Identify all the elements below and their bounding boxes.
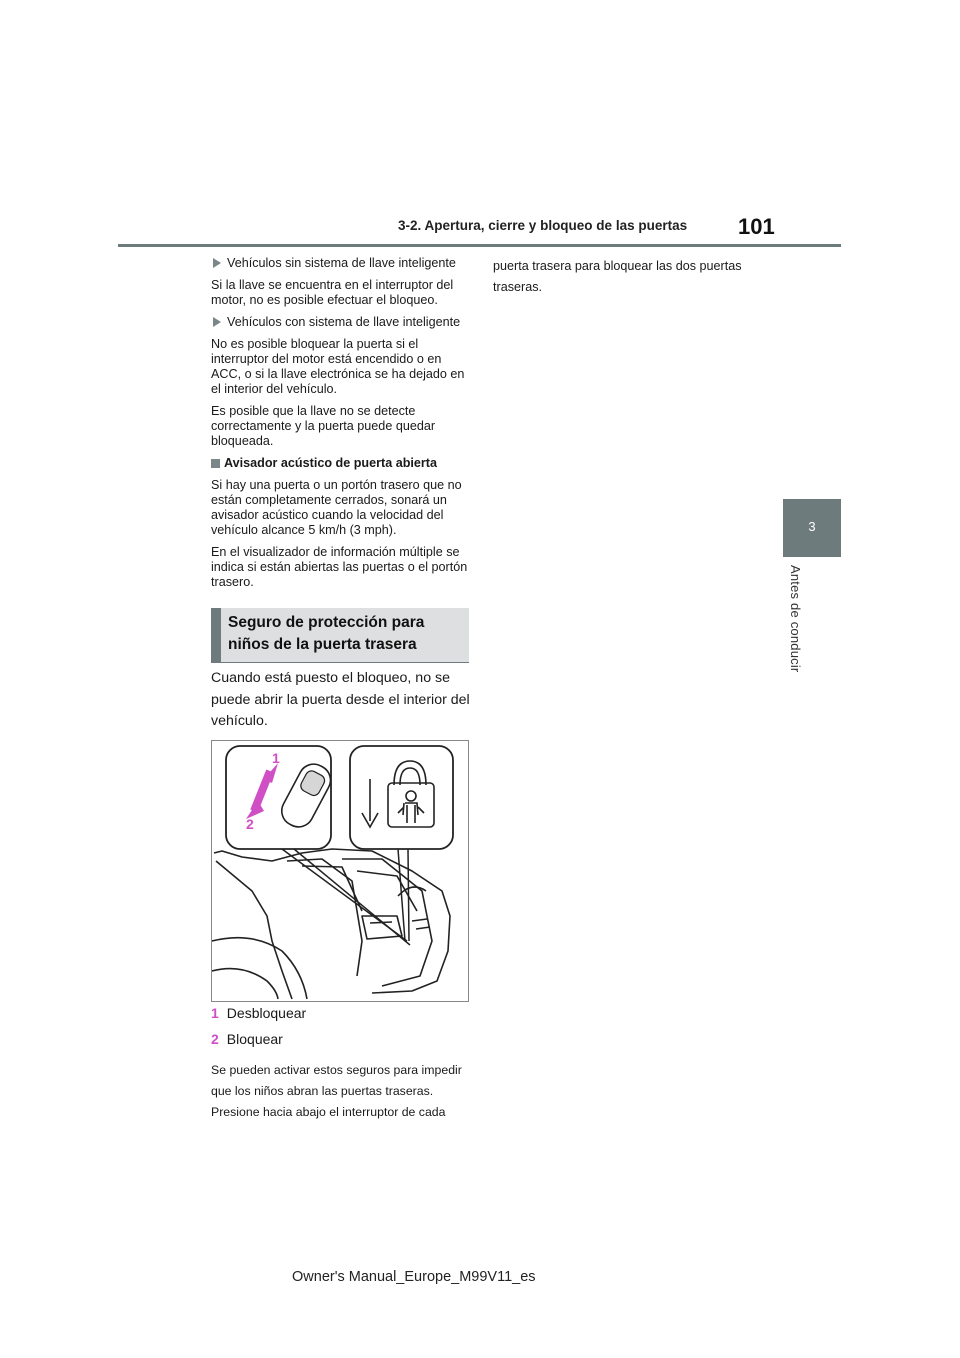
header-rule	[118, 244, 841, 247]
paragraph: No es posible bloquear la puerta si el interruptor del motor está encendido o en ACC, o si la llave electrónica se ha dejado en el interior del vehículo.	[211, 337, 465, 396]
child-lock-illustration	[211, 740, 469, 1002]
subheading	[211, 456, 469, 471]
lock-inset-frame	[350, 746, 453, 849]
bullet-text: Vehículos sin sistema de llave inteligente	[227, 256, 456, 270]
page-number: 101	[738, 214, 775, 239]
callout-lines	[282, 849, 410, 945]
car-outline-icon	[212, 849, 450, 999]
subheading-text: Avisador acústico de puerta abierta	[224, 456, 437, 470]
paragraph: Si la llave se encuentra en el interruptor del motor, no es posible efectuar el bloqueo.	[211, 278, 454, 307]
legend-text: Desbloquear	[226, 1005, 307, 1021]
paragraph: En el visualizador de información múltiple se indica si están abiertas las puertas o el portón trasero.	[211, 545, 468, 589]
chapter-number: 3	[808, 519, 816, 534]
bullet-item	[211, 256, 469, 271]
paragraph: Si hay una puerta o un portón trasero que no están completamente cerrados, sonará un avisador acústico cuando la velocidad del vehículo alcance 5 km/h (3 mph).	[211, 478, 462, 537]
paragraph-after-figure: Se pueden activar estos seguros para impedir que los niños abran las puertas traseras. Presione hacia abajo el interruptor de cada	[211, 1063, 462, 1119]
footer-manual-id: Owner's Manual_Europe_M99V11_es	[292, 1269, 536, 1285]
bullet-text: Vehículos con sistema de llave inteligente	[227, 315, 461, 329]
bullet-item	[211, 315, 469, 330]
chapter-label: Antes de conducir	[788, 565, 803, 673]
section-heading-bar	[211, 608, 221, 662]
section-header: 3-2. Apertura, cierre y bloqueo de las puertas	[398, 218, 688, 233]
legend-number: 1	[211, 1005, 219, 1021]
legend-number: 2	[211, 1031, 219, 1047]
figure-label-1: 1	[272, 750, 280, 766]
section-intro: Cuando está puesto el bloqueo, no se puede abrir la puerta desde el interior del vehículo.	[211, 670, 470, 729]
left-column	[211, 256, 469, 597]
legend-text: Bloquear	[226, 1031, 283, 1047]
legend-item-unlock	[211, 1005, 306, 1021]
legend-item-lock	[211, 1031, 283, 1047]
section-title: Seguro de protección para niños de la puerta trasera	[228, 614, 425, 653]
triangle-bullet-icon	[213, 317, 221, 327]
illustration-svg	[212, 741, 468, 1001]
paragraph: Es posible que la llave no se detecte correctamente y la puerta puede quedar bloqueada.	[211, 404, 436, 448]
square-bullet-icon	[211, 459, 220, 468]
right-column-paragraph: puerta trasera para bloquear las dos puertas traseras.	[493, 259, 742, 294]
figure-label-2: 2	[246, 816, 254, 832]
triangle-bullet-icon	[213, 258, 221, 268]
